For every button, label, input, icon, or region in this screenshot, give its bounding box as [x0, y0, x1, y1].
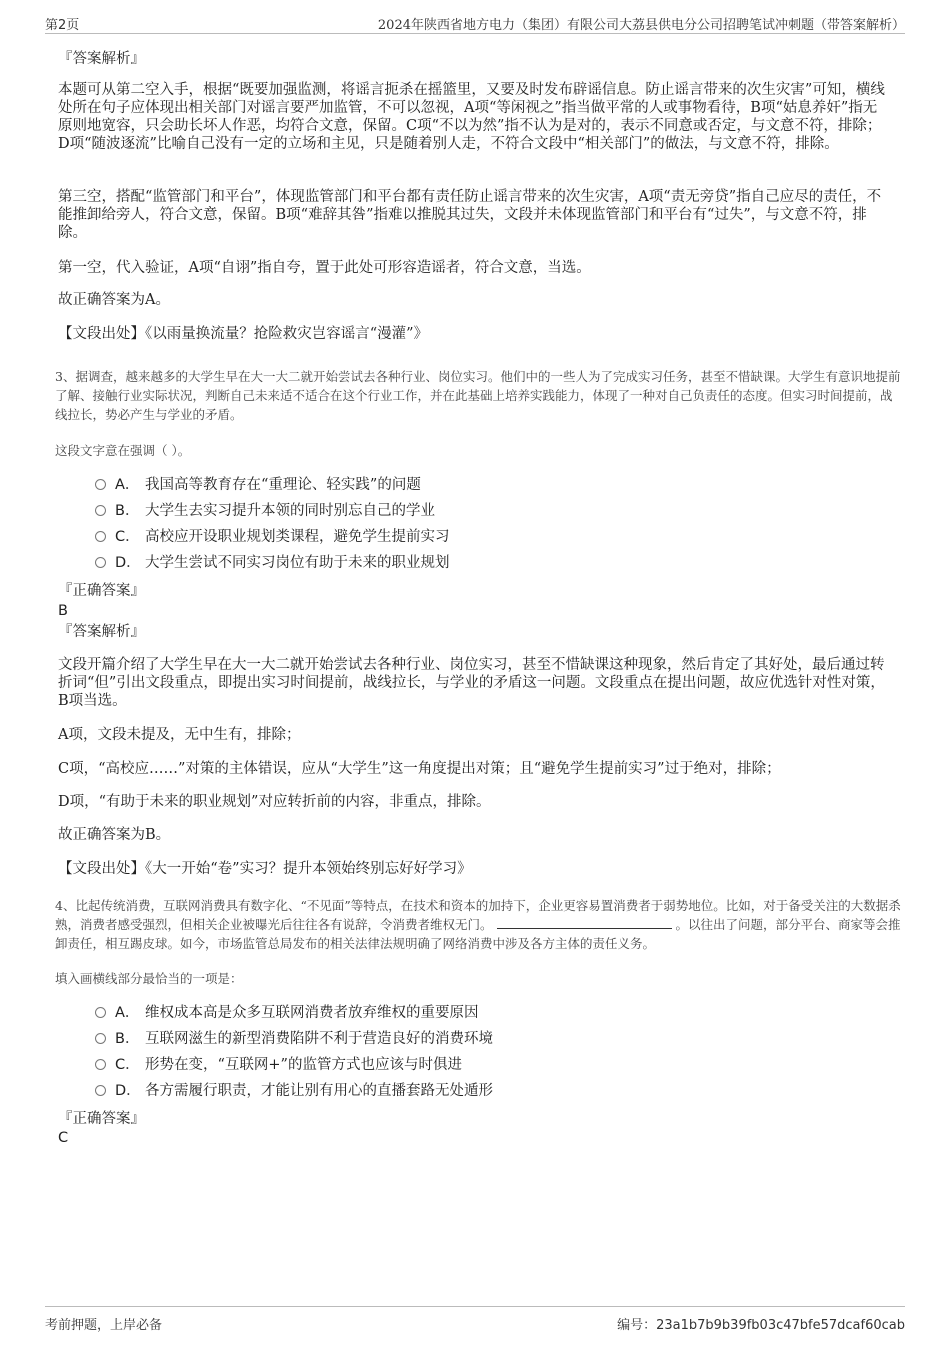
q3-option-a[interactable]: A． 我国高等教育存在“重理论、轻实践”的问题	[95, 476, 421, 494]
q2-analysis-para3: 第一空，代入验证，A项“自诩”指自夸，置于此处可形容造谣者，符合文意，当选。	[58, 260, 591, 276]
q3-option-b[interactable]: B． 大学生去实习提升本领的同时别忘自己的学业	[95, 502, 435, 520]
radio-icon[interactable]	[95, 479, 106, 490]
q4-option-c[interactable]: C． 形势在变，“互联网+”的监管方式也应该与时俱进	[95, 1056, 462, 1074]
page-header	[45, 14, 905, 34]
radio-icon[interactable]	[95, 1007, 106, 1018]
q3-source: 【文段出处】《大一开始“卷”实习？提升本领始终别忘好好学习》	[58, 861, 472, 877]
q3-analysis-para3: C项，“高校应……”对策的主体错误，应从“大学生”这一角度提出对策；且“避免学生提前实习”过于绝对，排除；	[58, 761, 781, 777]
page-number: 第2页	[45, 18, 80, 33]
q3-analysis-label: 『答案解析』	[58, 624, 145, 640]
q3-option-c[interactable]: C． 高校应开设职业规划类课程，避免学生提前实习	[95, 528, 450, 546]
q4-answer: C	[58, 1130, 69, 1146]
q3-stem: 3、据调查，越来越多的大学生早在大一大二就开始尝试去各种行业、岗位实习。他们中的一些人为了完成实习任务，甚至不惜缺课。大学生有意识地提前了解、接触行业实际状况，判断自己未来适不适合在这个行业工作，并在此基础上培养实践能力，体现了一种对自己负责任的态度。但实习时间提前，战线拉长，势必产生与学业的矛盾。	[55, 369, 901, 422]
q4-stem: 4、比起传统消费，互联网消费具有数字化、“不见面”等特点，在技术和资本的加持下，企业更容易置消费者于弱势地位。比如，对于备受关注的大数据杀熟，消费者感受强烈，但相关企业被曝光后往往各有说辞，令消费者维权无门。 。以往出了问题，部分平台、商家等会推卸责任，相互踢皮球。如今，市场监管总局发布的相关法律法规明确了网络消费中涉及各方主体的责任义务。	[55, 898, 901, 951]
q2-analysis-para1: 本题可从第二空入手，根据“既要加强监测，将谣言扼杀在摇篮里，又要及时发布辟谣信息。防止谣言带来的次生灾害”可知，横线处所在句子应体现出相关部门对谣言要严加监管，不可以忽视，A项“等闲视之”指当做平常的人或事物看待，B项“姑息养奸”指无原则地宽容，只会助长坏人作恶，均符合文意，保留。C项“不以为然”指不认为是对的，表示不同意或否定，与文意不符，排除；D项“随波逐流”比喻自己没有一定的立场和主见，只是随着别人走，不符合文段中“相关部门”的做法，与文意不符，排除。	[58, 82, 885, 152]
radio-icon[interactable]	[95, 1033, 106, 1044]
q3-analysis-para4: D项，“有助于未来的职业规划”对应转折前的内容，非重点，排除。	[58, 794, 491, 810]
q4-option-a[interactable]: A． 维权成本高是众多互联网消费者放弃维权的重要原因	[95, 1004, 479, 1022]
fill-blank	[497, 917, 672, 929]
radio-icon[interactable]	[95, 1059, 106, 1070]
q3-answer: B	[58, 603, 68, 619]
q3-conclusion: 故正确答案为B。	[58, 827, 171, 843]
radio-icon[interactable]	[95, 1085, 106, 1096]
q3-option-d[interactable]: D． 大学生尝试不同实习岗位有助于未来的职业规划	[95, 554, 450, 572]
q2-analysis-label: 『答案解析』	[58, 51, 145, 67]
document-title: 2024年陕西省地方电力（集团）有限公司大荔县供电分公司招聘笔试冲刺题（带答案解析）	[377, 18, 905, 33]
q4-answer-label: 『正确答案』	[58, 1111, 145, 1127]
q4-option-d[interactable]: D． 各方需履行职责，才能让别有用心的直播套路无处遁形	[95, 1082, 493, 1100]
q4-prompt: 填入画横线部分最恰当的一项是：	[55, 971, 243, 986]
radio-icon[interactable]	[95, 557, 106, 568]
radio-icon[interactable]	[95, 505, 106, 516]
q2-conclusion: 故正确答案为A。	[58, 292, 170, 308]
q4-option-b[interactable]: B． 互联网滋生的新型消费陷阱不利于营造良好的消费环境	[95, 1030, 493, 1048]
document-id: 编号：23a1b7b9b39fb03c47bfe57dcaf60cab	[617, 1318, 905, 1333]
q2-analysis-para2: 第三空，搭配“监管部门和平台”，体现监管部门和平台都有责任防止谣言带来的次生灾害，A项“责无旁贷”指自己应尽的责任，不能推卸给旁人，符合文意，保留。B项“难辞其咎”指难以推脱其过失，文段并未体现监管部门和平台有“过失”，与文意不符，排除。	[58, 189, 882, 241]
q2-source: 【文段出处】《以雨量换流量？抢险救灾岂容谣言“漫灌”》	[58, 326, 429, 342]
radio-icon[interactable]	[95, 531, 106, 542]
q3-answer-label: 『正确答案』	[58, 583, 145, 599]
page-footer	[45, 1306, 905, 1332]
q3-analysis-para2: A项，文段未提及，无中生有，排除；	[58, 727, 301, 743]
q3-prompt: 这段文字意在强调（ ）。	[55, 443, 191, 458]
footer-slogan: 考前押题，上岸必备	[45, 1318, 163, 1333]
q3-analysis-para1: 文段开篇介绍了大学生早在大一大二就开始尝试去各种行业、岗位实习，甚至不惜缺课这种现象，然后肯定了其好处，最后通过转折词“但”引出文段重点，即提出实习时间提前，战线拉长，与学业的矛盾这一问题。文段重点在提出问题，故应优选针对性对策，B项当选。	[58, 657, 885, 709]
